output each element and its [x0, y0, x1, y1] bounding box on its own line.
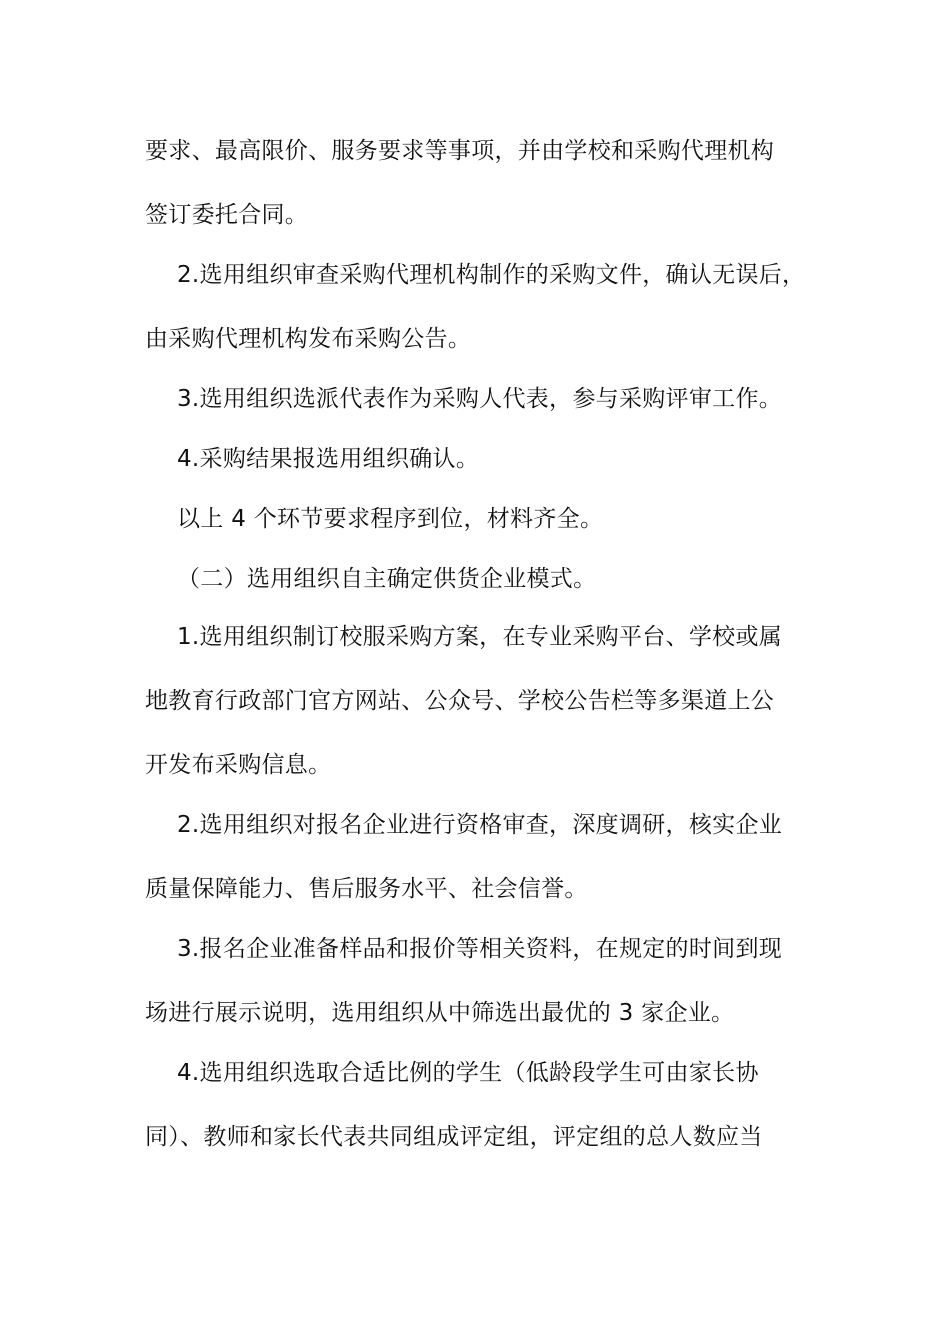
text-line: 以上 4 个环节要求程序到位，材料齐全。: [177, 506, 604, 532]
text-line: 开发布采购信息。: [145, 752, 332, 778]
text-line: 签订委托合同。: [145, 202, 309, 228]
text-line: 4.选用组织选取合适比例的学生（低龄段学生可由家长协: [177, 1060, 759, 1086]
text-line: 3.报名企业准备样品和报价等相关资料，在规定的时间到现: [177, 936, 783, 962]
text-line: 场进行展示说明，选用组织从中筛选出最优的 3 家企业。: [145, 1000, 735, 1026]
section-heading: （二）选用组织自主确定供货企业模式。: [177, 566, 597, 592]
text-line: 质量保障能力、售后服务水平、社会信誉。: [145, 876, 588, 902]
text-line: 地教育行政部门官方网站、公众号、学校公告栏等多渠道上公: [145, 688, 775, 714]
text-line: 2.选用组织审查采购代理机构制作的采购文件，确认无误后，: [177, 262, 806, 288]
text-line: 由采购代理机构发布采购公告。: [145, 326, 472, 352]
text-line: 2.选用组织对报名企业进行资格审查，深度调研，核实企业: [177, 812, 783, 838]
text-line: 1.选用组织制订校服采购方案，在专业采购平台、学校或属: [177, 624, 783, 650]
text-line: 要求、最高限价、服务要求等事项，并由学校和采购代理机构: [145, 138, 775, 164]
text-line: 同）、教师和家长代表共同组成评定组，评定组的总人数应当: [145, 1124, 763, 1150]
text-line: 4.采购结果报选用组织确认。: [177, 446, 480, 472]
text-line: 3.选用组织选派代表作为采购人代表，参与采购评审工作。: [177, 386, 783, 412]
